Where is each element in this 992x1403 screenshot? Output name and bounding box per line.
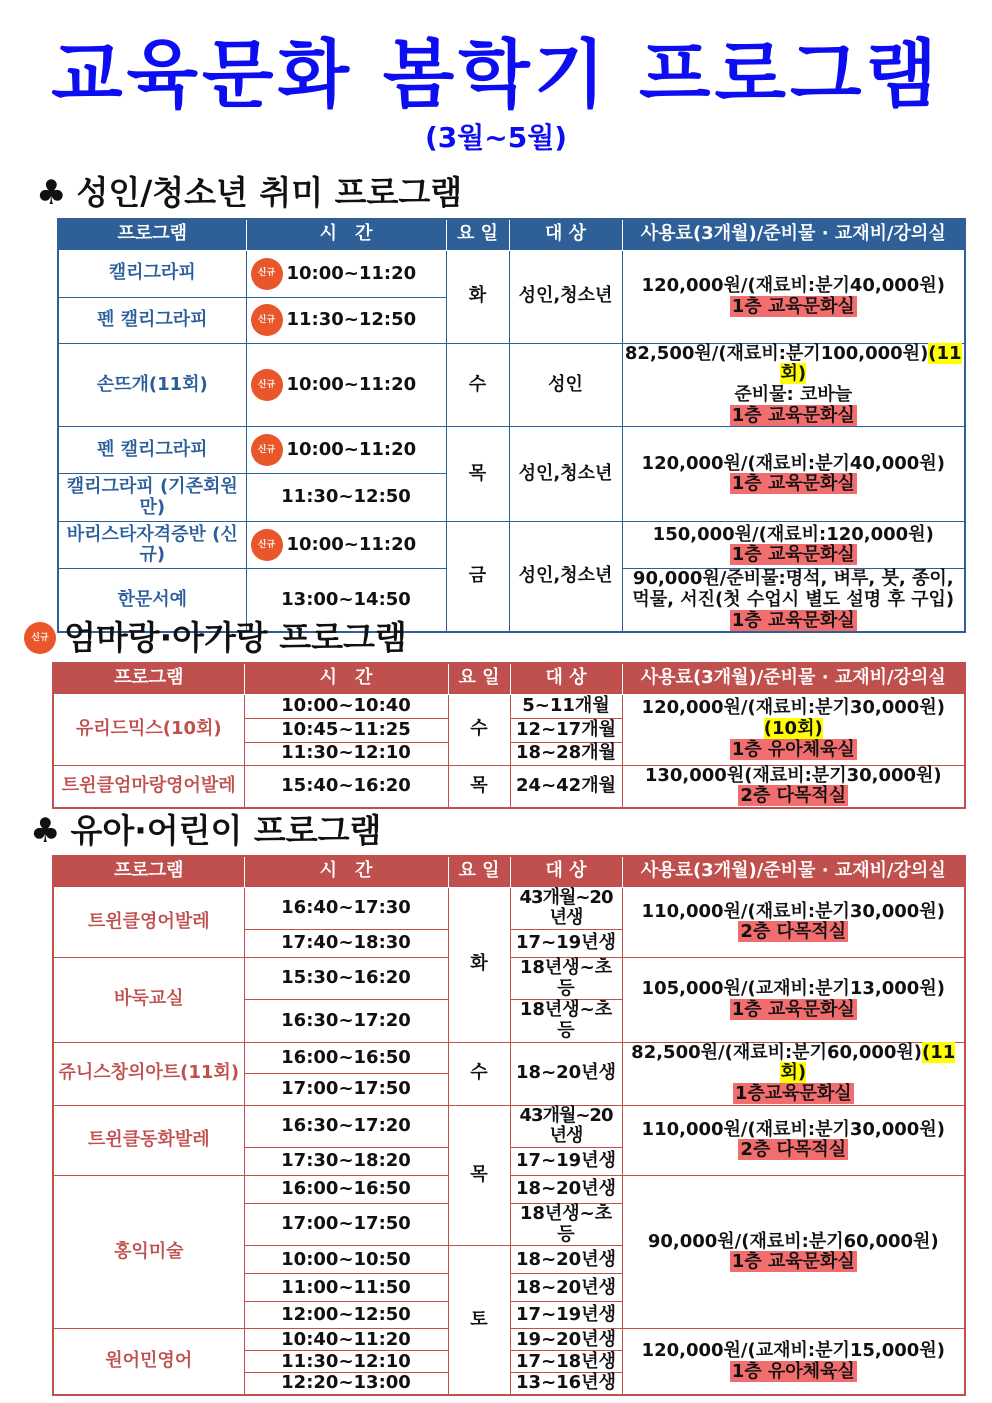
header-time: 시 간 xyxy=(244,663,448,694)
table-row xyxy=(53,887,965,929)
header-fee: 사용료(3개월)/준비물 · 교재비/강의실 xyxy=(622,663,965,694)
session-count: (11회) xyxy=(780,1041,956,1084)
day-cell: 수 xyxy=(448,694,510,765)
target-cell: 17~19년생 xyxy=(510,929,622,957)
session-count: (10회) xyxy=(763,718,823,740)
fee-text: 130,000원(재료비:분기30,000원) xyxy=(644,764,942,786)
fee-line xyxy=(625,454,963,475)
target-cell: 24~42개월 xyxy=(510,765,622,808)
time-value: 16:40~17:30 xyxy=(281,896,411,918)
table-row xyxy=(53,765,965,808)
classroom-label: 1층 교육문화실 xyxy=(731,295,855,317)
fee-cell xyxy=(622,1329,965,1395)
fee-line xyxy=(625,344,963,385)
header-program: 프로그램 xyxy=(53,663,244,694)
program-name: 펜 캘리그라피 xyxy=(58,297,246,343)
fee-cell xyxy=(622,427,965,522)
time-cell xyxy=(246,297,446,343)
day-cell: 목 xyxy=(448,1105,510,1246)
table-row xyxy=(53,1105,965,1147)
fee-text: 105,000원/(교재비:분기13,000원) xyxy=(641,978,945,1000)
program-name: 트윈클엄마랑영어발레 xyxy=(53,765,244,808)
target-cell: 43개월~20년생 xyxy=(510,887,622,929)
fee-line xyxy=(625,766,963,787)
target-cell: 12~17개월 xyxy=(510,718,622,742)
header-target: 대 상 xyxy=(509,219,622,250)
fee-cell xyxy=(622,887,965,957)
fee-text: 120,000원/(교재비:분기15,000원) xyxy=(641,1340,945,1362)
classroom-label: 1층 유아체육실 xyxy=(731,738,855,760)
fee-line xyxy=(625,1232,963,1253)
club-icon: ♣ xyxy=(30,811,61,851)
fee-cell xyxy=(622,1176,965,1329)
time-cell xyxy=(244,887,448,929)
new-badge-icon: 신규 xyxy=(253,260,281,288)
section-heading-mom-baby xyxy=(26,618,407,658)
time-cell xyxy=(244,1148,448,1176)
time-value: 10:40~11:20 xyxy=(281,1328,411,1350)
program-name: 바둑교실 xyxy=(53,957,244,1042)
fee-cell xyxy=(622,250,965,343)
room-line xyxy=(625,740,963,761)
fee-text: 90,000원/준비물:명석, 벼루, 붓, 종이, 먹물, 서진(첫 수업시 별도 설명 후 구입) xyxy=(632,568,955,610)
fee-cell xyxy=(622,522,965,569)
fee-cell xyxy=(622,694,965,765)
time-value: 15:40~16:20 xyxy=(281,774,411,796)
room-line xyxy=(625,1084,963,1105)
time-cell xyxy=(246,522,446,569)
fee-text: 82,500원/(재료비:분기60,000원) xyxy=(631,1041,923,1063)
kids-program-table xyxy=(52,855,966,1396)
time-value: 17:30~18:20 xyxy=(281,1150,411,1172)
time-value: 10:00~10:50 xyxy=(281,1248,411,1270)
adult-program-table xyxy=(57,218,966,633)
classroom-label: 1층 교육문화실 xyxy=(731,1251,855,1273)
time-cell xyxy=(244,1105,448,1147)
program-name: 펜 캘리그라피 xyxy=(58,427,246,474)
target-cell: 18~20년생 xyxy=(510,1246,622,1274)
time-value: 11:00~11:50 xyxy=(281,1276,411,1298)
time-value: 11:30~12:10 xyxy=(281,1350,411,1372)
classroom-label: 1층 교육문화실 xyxy=(731,544,855,566)
fee-text: 120,000원/(재료비:분기40,000원) xyxy=(641,452,945,474)
fee-cell xyxy=(622,1105,965,1175)
table-row xyxy=(58,427,965,474)
new-badge-icon: 신규 xyxy=(253,306,281,334)
time-cell xyxy=(244,1042,448,1074)
target-cell: 성인,청소년 xyxy=(509,250,622,343)
time-value: 10:00~11:20 xyxy=(286,262,417,284)
fee-line xyxy=(625,1043,963,1084)
target-cell: 17~19년생 xyxy=(510,1302,622,1329)
new-badge-icon: 신규 xyxy=(253,531,281,559)
time-value: 16:00~16:50 xyxy=(281,1046,411,1068)
fee-line xyxy=(625,979,963,1000)
target-cell: 5~11개월 xyxy=(510,694,622,718)
header-target: 대 상 xyxy=(510,663,622,694)
time-cell xyxy=(244,957,448,999)
room-line xyxy=(625,545,963,566)
time-cell xyxy=(244,718,448,742)
count-line xyxy=(625,719,963,740)
day-cell: 금 xyxy=(446,522,509,633)
target-cell: 성인,청소년 xyxy=(509,427,622,522)
section-title: 유아·어린이 프로그램 xyxy=(70,811,382,850)
room-line xyxy=(625,406,963,427)
time-cell xyxy=(244,1176,448,1204)
fee-line xyxy=(625,1341,963,1362)
page-subtitle: (3월~5월) xyxy=(424,121,568,154)
classroom-label: 1층 교육문화실 xyxy=(731,998,855,1020)
room-line xyxy=(625,786,963,807)
classroom-label: 1층 교육문화실 xyxy=(731,473,855,495)
section-heading-kids xyxy=(30,811,381,851)
page-title: 교육문화 봄학기 프로그램 xyxy=(51,32,941,118)
table-row xyxy=(58,343,965,427)
program-name: 쥬니스창의아트(11회) xyxy=(53,1042,244,1105)
room-line xyxy=(625,1140,963,1161)
time-value: 17:40~18:30 xyxy=(281,932,411,954)
day-cell: 화 xyxy=(446,250,509,343)
section-heading-adult xyxy=(36,173,462,213)
fee-line xyxy=(625,276,963,297)
classroom-label: 1층 유아체육실 xyxy=(731,1360,855,1382)
fee-cell xyxy=(622,1042,965,1105)
time-cell xyxy=(244,929,448,957)
classroom-label: 1층 교육문화실 xyxy=(731,609,855,631)
header-day: 요 일 xyxy=(448,856,510,887)
time-cell xyxy=(246,474,446,522)
fee-cell xyxy=(622,765,965,808)
header-time: 시 간 xyxy=(246,219,446,250)
program-name: 유리드믹스(10회) xyxy=(53,694,244,765)
time-cell xyxy=(246,250,446,297)
day-cell: 목 xyxy=(448,765,510,808)
fee-line xyxy=(625,902,963,923)
target-cell: 성인 xyxy=(509,343,622,427)
time-value: 11:30~12:10 xyxy=(281,742,411,764)
day-cell: 수 xyxy=(446,343,509,427)
table-row xyxy=(58,522,965,569)
fee-cell xyxy=(622,343,965,427)
time-cell xyxy=(244,765,448,808)
header-day: 요 일 xyxy=(446,219,509,250)
target-cell: 18년생~초등 xyxy=(510,1204,622,1246)
program-name: 바리스타자격증반 (신규) xyxy=(58,522,246,569)
time-cell xyxy=(244,1000,448,1042)
fee-text: 110,000원/(재료비:분기30,000원) xyxy=(641,900,945,922)
time-value: 10:00~11:20 xyxy=(286,373,417,395)
fee-cell xyxy=(622,957,965,1042)
classroom-label: 2층 다목적실 xyxy=(740,921,847,943)
classroom-label: 1층 교육문화실 xyxy=(731,404,855,426)
program-name: 홍익미술 xyxy=(53,1176,244,1329)
target-cell: 18~20년생 xyxy=(510,1274,622,1302)
time-value: 11:30~12:50 xyxy=(286,309,417,330)
time-value: 16:00~16:50 xyxy=(281,1178,411,1200)
target-cell: 18~28개월 xyxy=(510,742,622,765)
time-value: 10:00~11:20 xyxy=(286,534,417,556)
new-badge-icon: 신규 xyxy=(253,371,281,399)
header-day: 요 일 xyxy=(448,663,510,694)
program-name: 캘리그라피 (기존회원만) xyxy=(58,474,246,522)
room-line xyxy=(625,922,963,943)
program-name: 캘리그라피 xyxy=(58,250,246,297)
table-row xyxy=(58,250,965,297)
time-cell xyxy=(246,427,446,474)
time-value: 17:00~17:50 xyxy=(281,1213,411,1235)
fee-line xyxy=(625,525,963,546)
header-fee: 사용료(3개월)/준비물 · 교재비/강의실 xyxy=(622,856,965,887)
target-cell: 19~20년생 xyxy=(510,1329,622,1351)
header-fee: 사용료(3개월)/준비물 · 교재비/강의실 xyxy=(622,219,965,250)
time-cell xyxy=(244,1329,448,1351)
program-name: 한문서예 xyxy=(58,569,246,633)
time-cell xyxy=(244,1302,448,1329)
program-name: 원어민영어 xyxy=(53,1329,244,1395)
classroom-label: 1층교육문화실 xyxy=(734,1083,852,1104)
new-badge-icon: 신규 xyxy=(26,624,54,652)
header-program: 프로그램 xyxy=(53,856,244,887)
time-value: 16:30~17:20 xyxy=(281,1115,411,1137)
day-cell: 화 xyxy=(448,887,510,1042)
section-title: 성인/청소년 취미 프로그램 xyxy=(76,173,463,212)
time-value: 10:00~11:20 xyxy=(286,439,417,461)
day-cell: 토 xyxy=(448,1246,510,1395)
table-row xyxy=(53,1042,965,1074)
time-cell xyxy=(244,1351,448,1373)
time-value: 13:00~14:50 xyxy=(281,588,411,610)
time-cell xyxy=(244,1246,448,1274)
target-cell: 18~20년생 xyxy=(510,1042,622,1105)
room-line xyxy=(625,1362,963,1383)
target-cell: 13~16년생 xyxy=(510,1373,622,1395)
time-cell xyxy=(244,742,448,765)
time-value: 12:20~13:00 xyxy=(281,1372,411,1394)
program-name: 트윈클영어발레 xyxy=(53,887,244,957)
time-cell xyxy=(246,343,446,427)
header-time: 시 간 xyxy=(244,856,448,887)
time-value: 16:30~17:20 xyxy=(281,1009,411,1031)
time-cell xyxy=(244,1074,448,1106)
session-count: (11회) xyxy=(780,342,962,385)
header-target: 대 상 xyxy=(510,856,622,887)
target-cell: 18~20년생 xyxy=(510,1176,622,1204)
room-line xyxy=(625,1000,963,1021)
time-cell xyxy=(244,1373,448,1395)
program-name: 트윈클동화발레 xyxy=(53,1105,244,1175)
fee-cell xyxy=(622,569,965,633)
target-cell: 18년생~초등 xyxy=(510,957,622,999)
fee-text: 120,000원/(재료비:분기30,000원) xyxy=(641,697,945,719)
day-cell: 수 xyxy=(448,1042,510,1105)
time-value: 11:30~12:50 xyxy=(281,486,411,508)
fee-text: 90,000원/(재료비:분기60,000원) xyxy=(647,1230,939,1252)
club-icon: ♣ xyxy=(36,173,67,213)
room-line xyxy=(625,611,963,632)
fee-text: 120,000원/(재료비:분기40,000원) xyxy=(641,274,945,296)
mom-baby-program-table xyxy=(52,662,966,809)
new-badge-icon: 신규 xyxy=(253,436,281,464)
target-cell: 17~18년생 xyxy=(510,1351,622,1373)
target-cell: 43개월~20년생 xyxy=(510,1105,622,1147)
room-line xyxy=(625,1252,963,1273)
time-value: 10:45~11:25 xyxy=(281,718,411,740)
time-value: 17:00~17:50 xyxy=(281,1078,411,1100)
fee-line xyxy=(625,698,963,719)
fee-line xyxy=(625,569,963,610)
fee-text: 110,000원/(재료비:분기30,000원) xyxy=(641,1118,945,1140)
day-cell: 목 xyxy=(446,427,509,522)
room-line xyxy=(625,297,963,318)
room-line xyxy=(625,474,963,495)
time-cell xyxy=(244,694,448,718)
classroom-label: 2층 다목적실 xyxy=(740,785,847,807)
target-cell: 18년생~초등 xyxy=(510,1000,622,1042)
table-row xyxy=(53,694,965,718)
fee-line xyxy=(625,1120,963,1141)
program-name: 손뜨개(11회) xyxy=(58,343,246,427)
fee-text: 150,000원/(재료비:120,000원) xyxy=(652,523,934,545)
fee-text: 82,500원/(재료비:분기100,000원) xyxy=(624,342,929,364)
section-title: 엄마랑·아가랑 프로그램 xyxy=(64,618,407,657)
time-value: 15:30~16:20 xyxy=(281,967,411,989)
time-value: 12:00~12:50 xyxy=(281,1304,411,1326)
header-program: 프로그램 xyxy=(58,219,246,250)
supplies-line: 준비물: 코바늘 xyxy=(734,383,853,405)
target-cell: 17~19년생 xyxy=(510,1148,622,1176)
time-cell xyxy=(244,1204,448,1246)
target-cell: 성인,청소년 xyxy=(509,522,622,633)
time-cell xyxy=(244,1274,448,1302)
time-value: 10:00~10:40 xyxy=(281,694,411,716)
classroom-label: 2층 다목적실 xyxy=(740,1139,847,1161)
